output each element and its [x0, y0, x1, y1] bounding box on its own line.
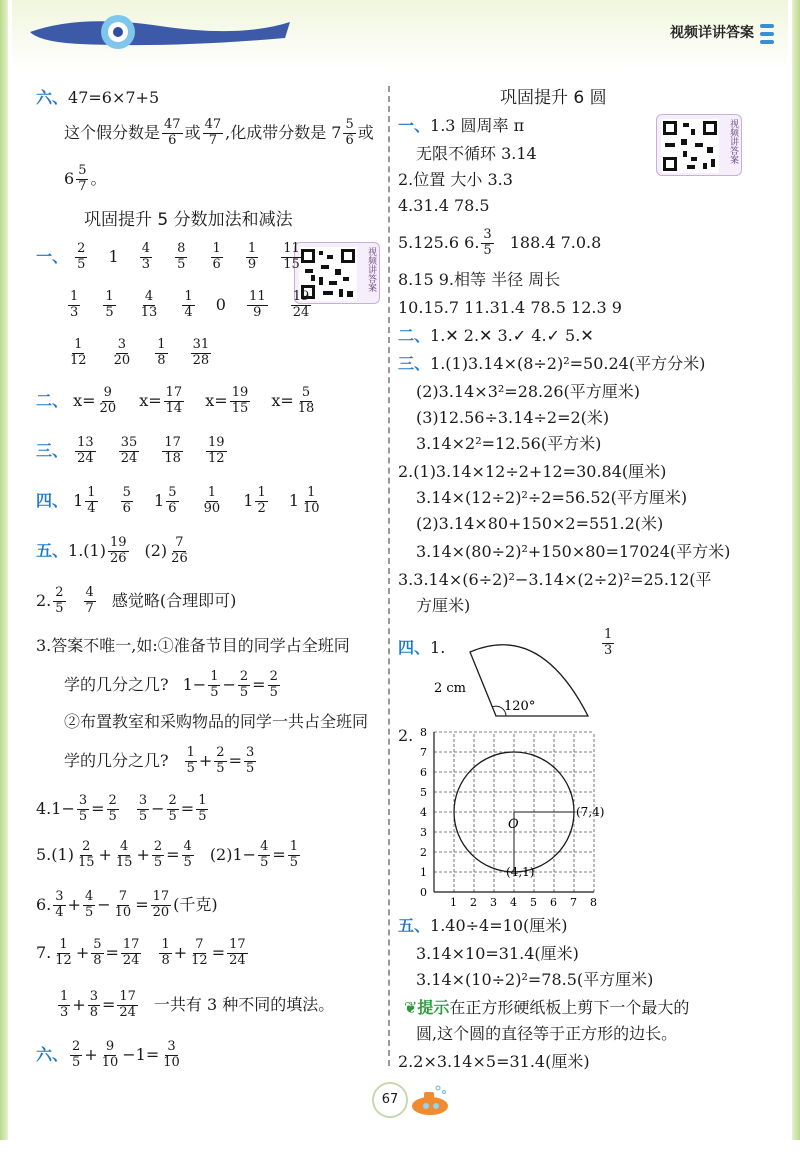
right-three-8: 3.14×(80÷2)²+150×80=17024(平方米)	[416, 542, 731, 561]
grid-x-tick-label: 5	[530, 896, 537, 908]
right-three-4: 3.14×2²=12.56(平方米)	[416, 434, 602, 453]
right-five-q2: 2.2×3.14×5=31.4(厘米)	[398, 1052, 590, 1071]
tip-line1: ❦提示在正方形硬纸板上剪下一个最大的	[404, 998, 690, 1017]
qr-code-right[interactable]	[656, 114, 742, 176]
right-q4: 4.31.4 78.5	[398, 196, 490, 215]
right-three-3: (3)12.56÷3.14÷2=2(米)	[416, 408, 610, 427]
left-q6-line1: 六、47=6×7+5	[36, 88, 160, 107]
right-three-9: 3.3.14×(6÷2)²−3.14×(2÷2)²=25.12(平	[398, 570, 712, 589]
grid-y-tick-label: 7	[420, 746, 427, 759]
left-q3-line4: 学的几分之几? $\frac{1}{5}$ + $\frac{2}{5}$ = $\frac{3}{5}$	[64, 745, 255, 776]
sector-figure	[430, 630, 600, 730]
left-q4: 4.1− $\frac{3}{5}$ = $\frac{2}{5}$ $\frac{3}{5}$ − $\frac{2}{5}$ = $\frac{1}{5}$	[36, 793, 207, 824]
right-q8: 8.15 9.相等 半径 周长	[398, 270, 561, 289]
grid-x-tick-label: 8	[590, 896, 597, 908]
section-title-5: 巩固提升 5 分数加法和减法	[84, 210, 293, 230]
grid-y-tick-label: 2	[420, 846, 427, 859]
left-four: 四、 1 $\frac{1}{4}$ $\frac{5}{6}$ 1 $\frac{5}{6}$ $\frac{1}{90}$ 1 $\frac{1}{2}$ 1 $\frac{1}{10}$	[36, 485, 320, 516]
sector-radius-label: 2 cm	[434, 681, 467, 696]
grid-y-tick-label: 6	[420, 766, 427, 779]
left-q3-line1: 3.答案不唯一,如:①准备节目的同学占全班同	[36, 636, 350, 655]
left-q2: 2. $\frac{2}{5}$ $\frac{4}{7}$ 感觉略(合理即可)	[36, 585, 237, 616]
left-edge-strip	[0, 0, 8, 1160]
grid-y-tick-label: 8	[420, 728, 427, 739]
grid-point-7-4-label: (7,4)	[576, 805, 605, 819]
right-three-7: (2)3.14×80+150×2=551.2(米)	[416, 514, 664, 533]
grid-center-label: O	[508, 817, 519, 832]
grid-x-tick-label: 1	[450, 896, 457, 908]
right-three-5: 2.(1)3.14×12÷2+12=30.84(厘米)	[398, 462, 667, 481]
qr-code-icon	[661, 119, 719, 173]
grid-y-tick-label: 0	[420, 886, 427, 899]
grid-y-tick-label: 5	[420, 786, 427, 799]
left-one-row3: $\frac{1}{12}$ $\frac{3}{20}$ $\frac{1}{8}$ $\frac{31}{28}$	[70, 337, 210, 368]
right-q5: 5.125.6 6. $\frac{3}{5}$ 188.4 7.0.8	[398, 227, 602, 258]
brush-decoration	[20, 8, 300, 54]
grid-x-tick-label: 3	[490, 896, 497, 908]
grid-question-label: 2.	[398, 726, 414, 745]
qr-code-label: 视频讲答案	[366, 247, 376, 292]
right-four: 四、1.	[398, 638, 446, 657]
bottom-margin	[0, 1140, 800, 1160]
right-five-2: 3.14×10=31.4(厘米)	[416, 944, 579, 963]
left-q7-line2: $\frac{1}{3}$ + $\frac{3}{8}$ = $\frac{17}{24}$ 一共有 3 种不同的填法。	[60, 989, 335, 1020]
left-q6-line3: 6 $\frac{5}{7}$ 。	[64, 163, 107, 194]
left-two: 二、 x= $\frac{9}{20}$ x= $\frac{17}{14}$ x= $\frac{19}{15}$ x= $\frac{5}{18}$	[36, 385, 315, 416]
right-five-1: 五、1.40÷4=10(厘米)	[398, 916, 568, 935]
sector-angle-label: 120°	[504, 699, 536, 714]
right-edge-strip	[792, 0, 800, 1160]
right-four-fraction: $\frac{1}{3}$	[604, 627, 613, 658]
right-q2: 2.位置 大小 3.3	[398, 170, 513, 189]
page-number: 67	[372, 1082, 408, 1118]
right-two: 二、1.✕ 2.✕ 3.✓ 4.✓ 5.✕	[398, 326, 594, 345]
left-q6: 6. $\frac{3}{4}$ + $\frac{4}{5}$ − $\frac{7}{10}$ = $\frac{17}{20}$ (千克)	[36, 889, 218, 920]
column-divider	[388, 86, 390, 1066]
right-three-2: (2)3.14×3²=28.26(平方厘米)	[416, 382, 640, 401]
tip-leaf-icon: ❦	[404, 998, 418, 1017]
right-three-1: 三、1.(1)3.14×(8÷2)²=50.24(平方分米)	[398, 354, 706, 373]
grid-x-tick-label: 6	[550, 896, 557, 908]
left-q3-line2: 学的几分之几? 1− $\frac{1}{5}$ − $\frac{2}{5}$ = $\frac{2}{5}$	[64, 669, 278, 700]
grid-figure	[410, 728, 610, 908]
section-title-6: 巩固提升 6 圆	[500, 88, 607, 108]
grid-y-tick-label: 3	[420, 826, 427, 839]
right-q10: 10.15.7 11.31.4 78.5 12.3 9	[398, 298, 622, 317]
left-q7: 7. $\frac{1}{12}$ + $\frac{5}{8}$ = $\frac{17}{24}$ $\frac{1}{8}$ + $\frac{7}{12}$ = $\frac{17}{24}$	[36, 937, 246, 968]
right-three-6: 3.14×(12÷2)²÷2=56.52(平方厘米)	[416, 488, 688, 507]
grid-y-tick-label: 1	[420, 866, 427, 879]
grid-y-tick-label: 4	[420, 806, 427, 819]
left-q5: 5.(1) $\frac{2}{15}$ + $\frac{4}{15}$ + $\frac{2}{5}$ = $\frac{4}{5}$ (2)1− $\frac{4}{5}$ = $\frac{1}{5}$	[36, 839, 299, 870]
left-six: 六、 $\frac{2}{5}$ + $\frac{9}{10}$ −1= $\frac{3}{10}$	[36, 1039, 180, 1070]
qr-code-label: 视频讲答案	[728, 119, 738, 164]
left-q6-line2: 这个假分数是 $\frac{47}{6}$ 或 $\frac{47}{7}$ ,化成带分数是 7 $\frac{5}{6}$ 或	[64, 117, 374, 148]
left-q3-line3: ②布置教室和采购物品的同学一共占全班同	[64, 712, 369, 731]
left-one-row1: 一、 $\frac{2}{5}$ 1 $\frac{4}{3}$ $\frac{8}{5}$ $\frac{1}{6}$ $\frac{1}{9}$ $\frac{11}{15}$	[36, 241, 300, 272]
right-five-3: 3.14×(10÷2)²=78.5(平方厘米)	[416, 970, 654, 989]
right-one-line2: 无限不循环 3.14	[416, 144, 537, 163]
submarine-icon	[408, 1084, 450, 1118]
header-bars-icon	[760, 24, 774, 52]
grid-x-tick-label: 4	[510, 896, 517, 908]
left-one-row2: $\frac{1}{3}$ $\frac{1}{5}$ $\frac{4}{13}$ $\frac{1}{4}$ 0 $\frac{11}{9}$ $\frac{19}{24}$	[70, 289, 310, 320]
grid-x-tick-label: 2	[470, 896, 477, 908]
left-three: 三、 $\frac{13}{24}$ $\frac{35}{24}$ $\frac{17}{18}$ $\frac{19}{12}$	[36, 435, 225, 466]
header-title: 视频详讲答案	[670, 25, 754, 41]
right-three-10: 方厘米)	[416, 596, 471, 615]
left-five: 五、1.(1) $\frac{19}{26}$ (2) $\frac{7}{26}$	[36, 535, 188, 566]
right-one-line1: 一、1.3 圆周率 π	[398, 116, 525, 135]
grid-point-4-1-label: (4,1)	[506, 865, 535, 879]
grid-x-tick-label: 7	[570, 896, 577, 908]
tip-line2: 圆,这个圆的直径等于正方形的边长。	[416, 1024, 678, 1043]
